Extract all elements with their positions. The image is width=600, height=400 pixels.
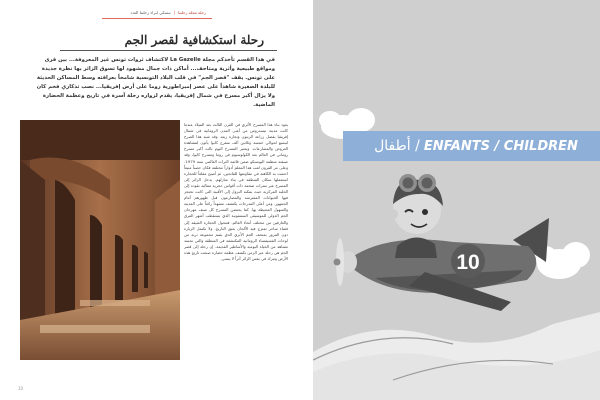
page-header [130, 7, 206, 17]
header-rule [102, 18, 212, 19]
banner-title: ENFANTS / CHILDREN [423, 138, 578, 154]
header-separator: | [173, 9, 176, 15]
header-magazine: تنسكي لبراء رحلتنا العدد [130, 9, 171, 15]
section-banner [343, 131, 600, 161]
title-divider [60, 50, 277, 51]
page-number: 10 [18, 386, 24, 391]
pilot-plane-illustration [313, 0, 600, 400]
amphitheatre-photo [20, 120, 180, 360]
article-title: رحلة استكشافية لقصر الجم [124, 33, 264, 47]
header-section: رحلة مجلة رحلتنا [178, 9, 206, 15]
plane-number: 10 [456, 251, 480, 274]
article-intro: في هذا القسم تأخذكم مجلة La Gazelle لاكتشاف ثروات تونس غير المعروفة... بين قرى ومواقع طبيعية وأثرية ومتاحف... أماكن ذات جمال مشهود لها تسوق الزائر بها نظرة جديدة على تونس. يقف "قصر الجم" في قلب البلاد التونسية شامخاً بعراقته وسط المساكن الحديثة للبلدة الصغيرة شاهداً على عصر إمبراطورية روما على أرض إفريقيا... نصب تذكاري فخم كان ولا يزال أكبر مسرح في شمال إفريقيا، يقدم لزواره رحلة آسرة في تاريخ وعظمة الحضارة الماضية. [36, 57, 275, 108]
article-body: يعود بناء هذا المسرح الأثري في القرن الثالث بعد الميلاد عندما كانت مدينة تيسدروس من أغنى المدن الرومانية في شمال إفريقيا بفضل زراعة الزيتون وتجارة زيته. وقد شيد هذا الصرح ليتسع لحوالي خمسة وثلاثين ألف متفرج كانوا يأتون لمشاهدة العروض والمصارعات. ويعتبر المسرح اليوم ثالث أكبر مسرح روماني في العالم بعد الكولوسيوم في روما ومسرح كابوا، وقد صنفته منظمة اليونسكو ضمن قائمة التراث العالمي سنة 1979. وعلى مر القرون لعب هذا المعلم أدواراً مختلفة فكان حصناً منيعاً احتمت به الكاهنة في مقاومتها للفاتحين، ثم أصبح مقلعاً للحجارة استعملها سكان المنطقة في بناء منازلهم. يدخل الزائر إلى المسرح عبر ممرات ضخمة ذات أقواس حجرية متتالية تقوده إلى الحلبة المركزية حيث يمكنه النزول إلى الأقبية التي كانت تحتجز فيها الحيوانات المفترسة والمصارعون قبل ظهورهم أمام الجمهور. ومن أعلى المدرجات يكتشف مشهداً رائعاً على المدينة والسهول المحيطة بها. كما يحتضن المسرح كل صيف مهرجان الجم الدولي للموسيقى السمفونية الذي يستقطب أشهر الفرق والعازفين من مختلف أنحاء العالم، فتتحول الحجارة العتيقة إلى فضاء ساحر تمتزج فيه الألحان بعبق التاريخ. ولا تكتمل الزيارة دون المرور بمتحف الجم الأثري الذي يضم مجموعة ثرية من لوحات الفسيفساء الرومانية المكتشفة في المنطقة والتي تجسد مشاهد من الحياة اليومية والأساطير القديمة. إن رحلة إلى قصر الجم هي رحلة عبر الزمن تكشف عظمة حضارة صنعت تاريخ هذه الأرض وتترك في نفس الزائر أثراً لا ينسى. [184, 122, 288, 262]
banner-arabic: أطفال / [374, 138, 420, 154]
right-page [313, 0, 600, 400]
amphitheatre-arches-image [20, 120, 180, 360]
